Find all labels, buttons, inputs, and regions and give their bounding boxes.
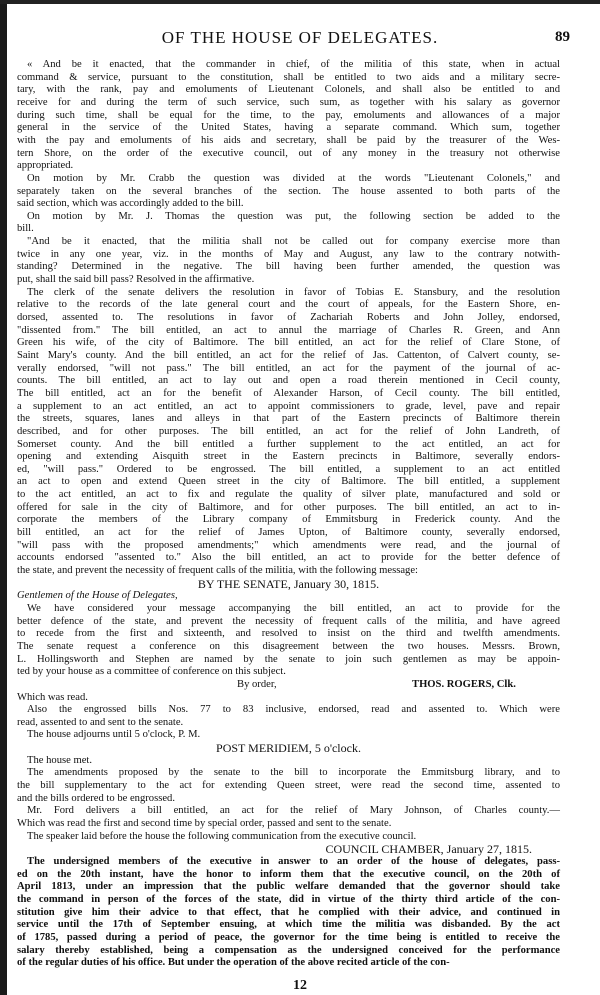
text-line: "dissented from." The bill entitled, an act to annul the marriage of Charles R. Green, and Ann — [17, 324, 560, 336]
text-line: during such time, shall be equal for the time, to the pay, emoluments and allowances of a major — [17, 109, 560, 121]
text-line: said section, which was accordingly added to the bill. — [17, 198, 244, 210]
printer-signature-mark: 12 — [293, 978, 307, 993]
text-line: The speaker laid before the house the following communication from the executive council. — [27, 830, 417, 842]
text-line: "will pass with the proposed amendments;" which amendments were read, and the journal of — [17, 539, 560, 551]
text-line: command & service, pursuant to the constitution, shall be entitled to two aids and a military secre- — [17, 71, 560, 83]
text-line: the command in person of the forces of the state, did in virtue of the thirty third article of the con- — [17, 893, 560, 905]
text-line: to recede from the first and sixteenth, and resolved to insist on the third and twelfth amendments. — [17, 628, 560, 640]
scan-edge-top — [0, 0, 600, 4]
text-line: general in the service of the United States, having a separate command. Which sum, together — [17, 122, 560, 134]
text-line: On motion by Mr. J. Thomas the question was put, the following section be added to the — [27, 210, 560, 222]
text-line: Saint Mary's county. And the bill entitled, an act for the relief of Jas. Cattenton, of Calvert county, se- — [17, 349, 560, 361]
scan-edge-left — [0, 0, 7, 995]
text-line: to the act entitled, an act to fix and regulate the quality of silver plate, manufactured and sold or — [17, 489, 560, 501]
salutation: Gentlemen of the House of Delegates, — [17, 590, 178, 602]
text-line: Somerset county. And the bill entitled a further supplement to the act entitled, an act for — [17, 438, 560, 450]
text-line: the streets, squares, lanes and alleys in that part of the Eastern precincts of Baltimore therein — [17, 413, 560, 425]
text-line: receive for and during the term of such service, such sum, as together with his salary as governor — [17, 96, 560, 108]
clerk-name: THOS. ROGERS, Clk. — [412, 678, 516, 690]
text-line: The clerk of the senate delivers the resolution in favor of Tobias E. Stansbury, and the resolution — [27, 286, 560, 298]
text-line: stitution give him their advice to that effect, that he complied with their advice, and continued in — [17, 906, 560, 918]
text-line: better defence of the state, and prevent the necessity of frequent calls of the militia, and have agreed — [17, 615, 560, 627]
text-line: Also the engrossed bills Nos. 77 to 83 inclusive, endorsed, read and assented to. Which were — [27, 704, 560, 716]
text-line: ted by your house as a committee of conference on this subject. — [17, 666, 286, 678]
text-line: with the pay and emoluments of his aids and secretary, shall be paid by the treasurer of the Wes- — [17, 134, 560, 146]
text-line: read, assented to and sent to the senate. — [17, 716, 184, 728]
text-line: put, shall the said bill pass? Resolved in the affirmative. — [17, 274, 255, 286]
text-line: L. Hollingsworth and Stephen are named by the senate to join such gentlemen as may be appoin- — [17, 653, 560, 665]
text-line: accounts endorsed "assented to." Also the bill entitled, an act to provide for the better defence of — [17, 552, 560, 564]
text-line: The amendments proposed by the senate to the bill to incorporate the Emmitsburg library, and to — [27, 767, 560, 779]
by-order-label: By order, — [237, 678, 277, 690]
text-line: service until the 17th of September ensuing, at which time the militia was disbanded. By the act — [17, 919, 560, 931]
page-number: 89 — [555, 29, 570, 45]
running-header-title: OF THE HOUSE OF DELEGATES. — [161, 28, 439, 47]
text-line: The bill entitled, act an for the benefit of Alexander Harson, of Cecil county. The bill entitled, — [17, 387, 560, 399]
text-line: Mr. Ford delivers a bill entitled, an act for the relief of Mary Johnson, of Charles county.— — [27, 805, 560, 817]
text-line: the state, and prevent the necessity of frequent calls of the militia, with the following message: — [17, 565, 418, 576]
text-line: "And be it enacted, that the militia shall not be called out for company exercise more than — [27, 236, 560, 248]
text-line: dorsed, assented to. The resolutions in favor of Zachariah Roberts and John Jolley, endorsed, — [17, 312, 560, 323]
text-line: verally endorsed, "will not pass." The bill entitled, an act for the payment of the journal of ac- — [17, 362, 560, 374]
text-line: The undersigned members of the executive in answer to an order of the house of delegates, pass- — [27, 855, 560, 867]
text-line: appropriated. — [17, 160, 74, 172]
text-line: bill. — [17, 223, 34, 235]
text-line: standing? Determined in the negative. The bill having been further amended, the question was — [17, 261, 560, 273]
text-line: counts. The bill entitled, an act to lay out and open a road therein mentioned in Cecil county, — [17, 375, 560, 387]
text-line: April 1813, under an impression that the public welfare demanded that the governor should take — [17, 881, 560, 893]
text-line: « And be it enacted, that the commander in chief, of the militia of this state, when in actual — [27, 59, 560, 70]
text-line: tary, with the rank, pay and emoluments of Lieutenant Colonels, and shall also be entitled to and — [17, 84, 560, 96]
section-heading: BY THE SENATE, January 30, 1815. — [197, 576, 380, 591]
text-line: tern Shore, on the order of the executive council, out of any money in the treasury not otherwise — [17, 147, 560, 159]
text-line: salary thereby established, being a compensation as the undersigned conceived for the performance — [17, 944, 560, 956]
text-line: and the bills ordered to be engrossed. — [17, 792, 175, 804]
text-line: bill entitled, an act for the relief of James Upton, of Baltimore county, severally endorsed, — [17, 527, 560, 539]
text-line: opening and extending Aisquith street in the Eastern precincts in Baltimore, severally endors- — [17, 451, 560, 463]
text-line: of the regular duties of his office. But under the operation of the above recited article of the con- — [17, 957, 450, 969]
text-line: an act to open and extend Queen street in the city of Baltimore. The bill entitled, a supplement — [17, 476, 560, 488]
text-line: Green his wife, of the city of Baltimore. The bill entitled, an act for the relief of Clare Stone, of — [17, 337, 560, 349]
text-line: ed, "will pass." Ordered to be engrossed. The bill entitled, a supplement to an act entitled — [17, 463, 560, 475]
text-line: described, and for other purposes. The bill entitled, an act for the relief of John Landreth, of — [17, 425, 560, 437]
text-line: Which was read. — [17, 691, 88, 703]
text-line: On motion by Mr. Crabb the question was divided at the words "Lieutenant Colonels," and — [27, 172, 560, 184]
section-heading: POST MERIDIEM, 5 o'clock. — [216, 741, 361, 756]
text-line: a supplement to an act entitled, an act to appoint commissioners to grade, level, pave and repair — [17, 400, 560, 412]
text-line: twice in any one year, viz. in the months of May and August, any law to the contrary notwith- — [17, 248, 560, 260]
section-heading: COUNCIL CHAMBER, January 27, 1815. — [325, 842, 532, 857]
text-line: The house adjourns until 5 o'clock, P. M. — [27, 729, 201, 741]
text-line: corporate the members of the Library company of Emmitsburg in Frederick county. And the — [17, 514, 560, 526]
text-line: The senate request a conference on this disagreement between the two houses. Messrs. Brown, — [17, 640, 560, 652]
text-line: the bill supplementary to the act for extending Queen street, were read the second time, assented to — [17, 780, 560, 792]
text-line: relative to the records of the late general court and the court of appeals, for the Eastern Shore, en- — [17, 299, 560, 311]
text-line: The house met. — [27, 754, 93, 766]
text-line: offered for sale in the city of Baltimore, and for other purposes. The bill entitled, an act to in- — [17, 501, 560, 513]
text-line: We have considered your message accompanying the bill entitled, an act to provide for the — [27, 602, 560, 614]
text-line: Which was read the first and second time by special order, passed and sent to the senate. — [17, 818, 392, 829]
text-line: of 1785, passed during a period of peace, the governor for the time being is entitled to receive the — [17, 931, 560, 943]
text-line: separately taken on the several branches of the section. The house assented to both parts of the — [17, 185, 560, 197]
text-line: ed on the 20th instant, have the honor to inform them that the executive council, on the 20th of — [17, 868, 560, 880]
